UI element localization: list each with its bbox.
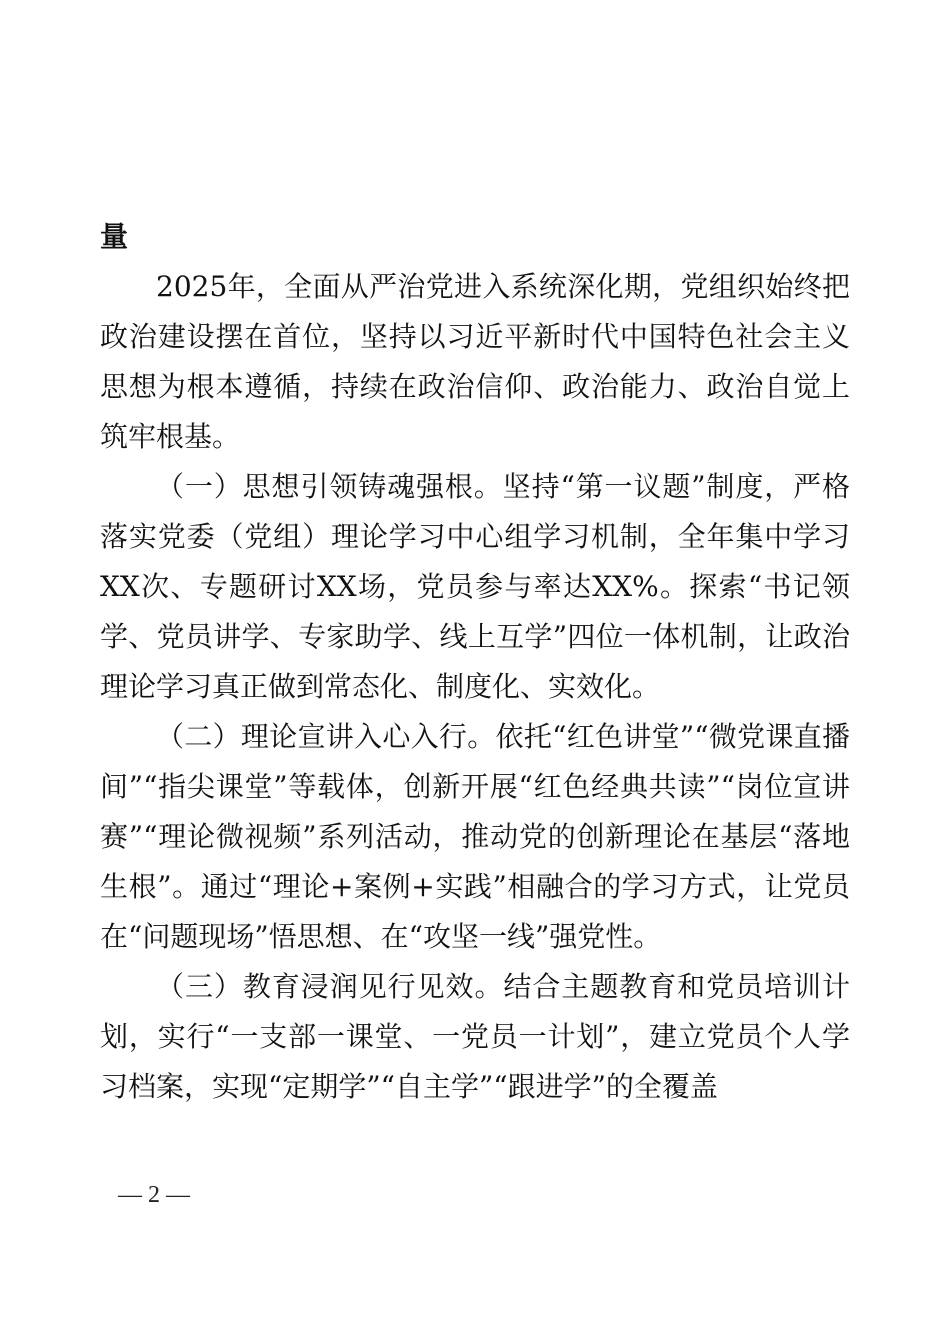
document-body [100,212,850,1112]
paragraph-section-3: （三）教育浸润见行见效。结合主题教育和党员培训计划，实行“一支部一课堂、一党员一计划”，建立党员个人学习档案，实现“定期学”“自主学”“跟进学”的全覆盖 [100,970,850,1103]
paragraph-section-1: （一）思想引领铸魂强根。坚持“第一议题”制度，严格落实党委（党组）理论学习中心组学习机制，全年集中学习XX次、专题研讨XX场，党员参与率达XX%。探索“书记领学、党员讲学、专家助学、线上互学”四位一体机制，让政治理论学习真正做到常态化、制度化、实效化。 [100,470,850,703]
carryover-heading-fragment: 量 [100,220,129,253]
page-number: — 2 — [118,1182,190,1208]
paragraph-section-2: （二）理论宣讲入心入行。依托“红色讲堂”“微党课直播间”“指尖课堂”等载体，创新开展“红色经典共读”“岗位宣讲赛”“理论微视频”系列活动，推动党的创新理论在基层“落地生根”。通过“理论+案例+实践”相融合的学习方式，让党员在“问题现场”悟思想、在“攻坚一线”强党性。 [100,720,850,953]
paragraph-intro: 2025年，全面从严治党进入系统深化期，党组织始终把政治建设摆在首位，坚持以习近平新时代中国特色社会主义思想为根本遵循，持续在政治信仰、政治能力、政治自觉上筑牢根基。 [100,270,850,453]
